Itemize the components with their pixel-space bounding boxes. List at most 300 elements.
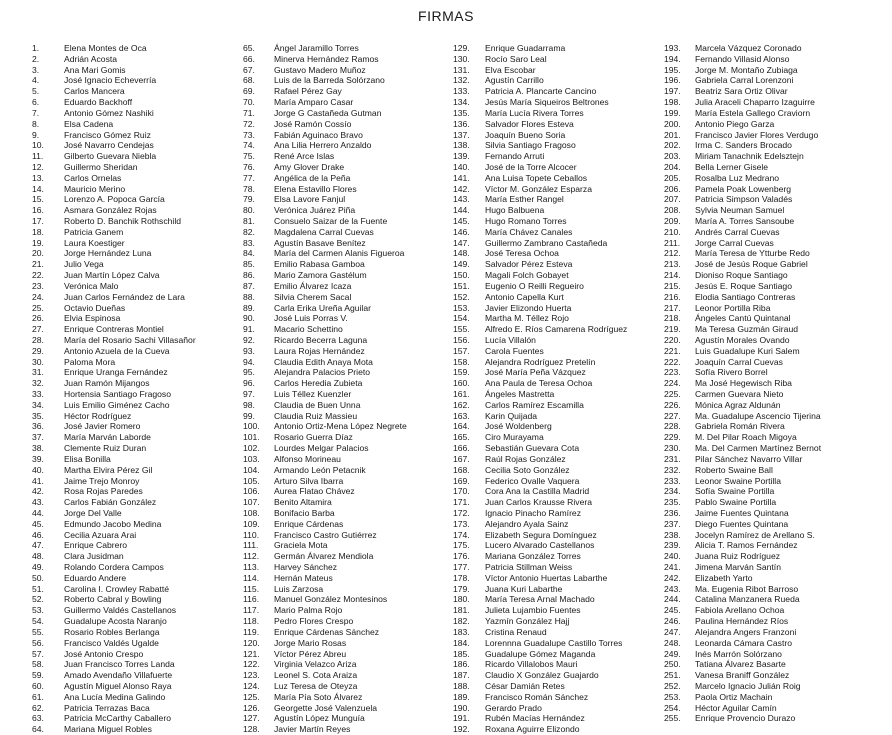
signature-number: 251. xyxy=(664,670,681,681)
signature-number: 124. xyxy=(243,680,260,691)
signature-number: 201. xyxy=(664,129,681,140)
signature-name: César Damián Retes xyxy=(485,680,565,691)
signature-name: Ángel Jaramillo Torres xyxy=(274,43,359,53)
signature-name: Diego Fuentes Quintana xyxy=(695,518,789,529)
signature-name: María Marván Laborde xyxy=(64,432,151,443)
signature-number: 159. xyxy=(453,367,470,378)
signature-number: 223. xyxy=(664,367,681,378)
signature-number: 210. xyxy=(664,226,681,237)
signature-number: 42. xyxy=(32,486,44,497)
signature-number: 102. xyxy=(243,443,260,454)
signature-name: Enrique Guadarrama xyxy=(485,43,566,53)
signature-number: 185. xyxy=(453,648,470,659)
signature-name: Ricardo Becerra Laguna xyxy=(274,334,368,345)
signature-number: 180. xyxy=(453,594,470,605)
signature-name: Gabriela Román Rivera xyxy=(695,421,785,432)
signature-number: 153. xyxy=(453,302,470,313)
signature-number: 182. xyxy=(453,616,470,627)
signature-number: 211. xyxy=(664,237,681,248)
signature-name: Gilberto Guevara Niebla xyxy=(64,151,157,162)
signature-name: Lourdes Melgar Palacios xyxy=(274,443,369,454)
signature-name: Antonio Capella Kurt xyxy=(485,291,564,302)
signature-name: Enrique Cabrero xyxy=(64,540,128,551)
signature-number: 170. xyxy=(453,486,470,497)
signature-number: 205. xyxy=(664,172,681,183)
signature-number: 147. xyxy=(453,237,470,248)
signature-name: Víctor Pérez Abreu xyxy=(274,648,347,659)
signature-name: Francisco Javier Flores Verdugo xyxy=(695,129,819,140)
signature-name: María del Carmen Alanis Figueroa xyxy=(274,248,405,259)
signature-name: Antonio Azuela de la Cueva xyxy=(64,345,170,356)
signature-number: 137. xyxy=(453,129,470,140)
signature-number: 230. xyxy=(664,443,681,454)
signature-name: Ana Paula de Teresa Ochoa xyxy=(485,378,593,389)
signature-number: 118. xyxy=(243,616,260,627)
signature-number: 95. xyxy=(243,367,255,378)
signature-number: 105. xyxy=(243,475,260,486)
signature-number: 238. xyxy=(664,529,681,540)
signature-name: Bonifacio Barba xyxy=(274,507,335,518)
signature-name: Gustavo Madero Muñoz xyxy=(274,64,366,75)
signature-name: Ma. Del Carmen Martínez Bernot xyxy=(695,443,822,454)
signature-number: 79. xyxy=(243,194,255,205)
signature-name: Ignacio Pinacho Ramírez xyxy=(485,507,582,518)
signature-number: 141. xyxy=(453,172,470,183)
signature-name: Ricardo Villalobos Mauri xyxy=(485,659,578,670)
signature-number: 149. xyxy=(453,259,470,270)
signature-name: Jaime Fuentes Quintana xyxy=(695,507,789,518)
signature-name: Mariana Miguel Robles xyxy=(64,724,152,735)
signature-number: 188. xyxy=(453,680,470,691)
signature-name: Silvia Cherem Sacal xyxy=(274,291,352,302)
signature-number: 132. xyxy=(453,75,470,86)
signature-number: 89. xyxy=(243,302,255,313)
signature-name: Jesús E. Roque Santiago xyxy=(695,280,792,291)
signature-number: 237. xyxy=(664,518,681,529)
signature-number: 152. xyxy=(453,291,470,302)
signature-name: José María Peña Vázquez xyxy=(485,367,586,378)
signature-name: Jorge Hernández Luna xyxy=(64,248,152,259)
signature-number: 75. xyxy=(243,151,255,162)
signature-number: 32. xyxy=(32,378,44,389)
signature-number: 231. xyxy=(664,453,681,464)
signature-number: 1. xyxy=(32,43,40,53)
signature-number: 160. xyxy=(453,378,470,389)
signature-name: Carlos Heredia Zubieta xyxy=(274,378,363,389)
signature-name: María Chávez Canales xyxy=(485,226,573,237)
signature-name: Javier Martín Reyes xyxy=(274,724,351,735)
signature-number: 101. xyxy=(243,432,260,443)
signature-number: 193. xyxy=(664,43,681,53)
signature-number: 96. xyxy=(243,378,255,389)
signature-name: Alicia T. Ramos Fernández xyxy=(695,540,798,551)
signature-number: 179. xyxy=(453,583,470,594)
signature-number: 54. xyxy=(32,616,44,627)
signature-number: 236. xyxy=(664,507,681,518)
signature-number: 186. xyxy=(453,659,470,670)
signature-number: 77. xyxy=(243,172,255,183)
signature-name: Rosario Guerra Díaz xyxy=(274,432,353,443)
signature-number: 164. xyxy=(453,421,470,432)
signature-number: 83. xyxy=(243,237,255,248)
signature-name: Patricia A. Plancarte Cancino xyxy=(485,86,597,97)
signature-number: 216. xyxy=(664,291,681,302)
signature-name: Gabriela Carral Lorenzoni xyxy=(695,75,794,86)
signature-number: 93. xyxy=(243,345,255,356)
signature-name: Claudia de Buen Unna xyxy=(274,399,361,410)
signature-name: Rosalba Luz Medrano xyxy=(695,172,780,183)
signature-number: 44. xyxy=(32,507,44,518)
signature-number: 189. xyxy=(453,691,470,702)
signature-number: 4. xyxy=(32,75,40,86)
signature-number: 63. xyxy=(32,713,44,724)
signature-name: Juan Carlos Krausse Rivera xyxy=(485,497,592,508)
signature-number: 196. xyxy=(664,75,681,86)
signature-name: Asmara González Rojas xyxy=(64,205,157,216)
signature-number: 171. xyxy=(453,497,470,508)
signature-name: José de Jesús Roque Gabriel xyxy=(695,259,808,270)
signature-number: 70. xyxy=(243,97,255,108)
signature-name: Beatriz Sara Ortiz Olivar xyxy=(695,86,788,97)
signature-number: 215. xyxy=(664,280,681,291)
signature-name: Agustín López Munguía xyxy=(274,713,365,724)
signature-number: 228. xyxy=(664,421,681,432)
signature-name: Patricia Ganem xyxy=(64,226,124,237)
signature-name: Alejandra Angers Franzoni xyxy=(695,626,797,637)
signature-name: Emilio Álvarez Icaza xyxy=(274,280,352,291)
signature-number: 92. xyxy=(243,334,255,345)
signature-name: Catalina Manzanera Rueda xyxy=(695,594,800,605)
signature-number: 81. xyxy=(243,216,255,226)
signature-name: Guillermo Sheridan xyxy=(64,161,138,172)
signature-number: 142. xyxy=(453,183,470,194)
signature-name: Patricia Terrazas Baca xyxy=(64,702,150,713)
signature-number: 9. xyxy=(32,129,40,140)
signature-number: 38. xyxy=(32,443,44,454)
signature-name: Fabián Aguinaco Bravo xyxy=(274,129,363,140)
signature-number: 15. xyxy=(32,194,44,205)
signature-name: Adrián Acosta xyxy=(64,53,118,64)
signature-number: 157. xyxy=(453,345,470,356)
signature-name: Harvey Sánchez xyxy=(274,562,338,572)
signature-number: 254. xyxy=(664,702,681,713)
signature-name: Elizabeth Yarto xyxy=(695,572,753,583)
signature-number: 12. xyxy=(32,161,44,172)
signature-name: Vanesa Braniff González xyxy=(695,670,790,681)
signature-number: 139. xyxy=(453,151,470,162)
signature-number: 25. xyxy=(32,302,44,313)
signature-number: 181. xyxy=(453,605,470,616)
signature-name: Clemente Ruiz Duran xyxy=(64,443,147,454)
signature-number: 98. xyxy=(243,399,255,410)
signature-number: 111. xyxy=(243,540,259,551)
signature-name: Luis de la Barreda Solórzano xyxy=(274,75,385,86)
signature-name: Inés Marrón Solórzano xyxy=(695,648,782,659)
signature-number: 53. xyxy=(32,605,44,616)
signature-name: Mario Palma Rojo xyxy=(274,605,343,616)
signature-number: 131. xyxy=(453,64,470,75)
signature-number: 130. xyxy=(453,53,470,64)
signature-name: Jocelyn Ramírez de Arellano S. xyxy=(695,529,815,540)
signature-name: José Luis Porras V. xyxy=(274,313,348,324)
signature-number: 247. xyxy=(664,626,681,637)
signature-name: Agustín Morales Ovando xyxy=(695,334,790,345)
signature-name: Carolina I. Crowley Rabatté xyxy=(64,583,170,594)
signature-number: 146. xyxy=(453,226,470,237)
signature-name: Ángeles Mastretta xyxy=(485,389,555,399)
signature-number: 8. xyxy=(32,118,40,129)
signature-name: Patricia McCarthy Caballero xyxy=(64,713,171,724)
signature-name: Leonor Portilla Riba xyxy=(695,302,771,313)
signature-name: Enrique Uranga Fernández xyxy=(64,367,168,378)
signature-name: Ma. Guadalupe Ascencio Tijerina xyxy=(695,410,821,421)
signature-number: 202. xyxy=(664,140,681,151)
signature-number: 163. xyxy=(453,410,470,421)
signature-name: Elisa Bonilla xyxy=(64,453,111,464)
signature-name: Arturo Silva Ibarra xyxy=(274,475,344,486)
signature-name: María Esther Rangel xyxy=(485,194,564,205)
signature-number: 145. xyxy=(453,216,470,226)
signature-number: 36. xyxy=(32,421,44,432)
signature-name: Elodia Santiago Contreras xyxy=(695,291,796,302)
signature-name: Héctor Aguilar Camín xyxy=(695,702,777,713)
signature-name: Joaquín Bueno Soria xyxy=(485,129,566,140)
signature-number: 206. xyxy=(664,183,681,194)
signature-number: 65. xyxy=(243,43,255,53)
signature-name: Alejandra Palacios Prieto xyxy=(274,367,371,378)
signature-name: Armando León Petacnik xyxy=(274,464,366,475)
signature-name: Elena Montes de Oca xyxy=(64,43,147,53)
signature-name: María Estela Gallego Craviorn xyxy=(695,107,811,118)
signature-number: 47. xyxy=(32,540,44,551)
signature-name: Luis Téllez Kuenzler xyxy=(274,389,352,399)
signature-name: Minerva Hernández Ramos xyxy=(274,53,379,64)
signature-number: 104. xyxy=(243,464,260,475)
signature-name: Laura Koestiger xyxy=(64,237,125,248)
signature-number: 128. xyxy=(243,724,260,735)
signature-number: 167. xyxy=(453,453,470,464)
signature-number: 22. xyxy=(32,270,44,281)
signature-name: Amado Avendaño Villafuerte xyxy=(64,670,173,681)
signature-name: Bella Lerner Gisele xyxy=(695,161,769,172)
signature-number: 219. xyxy=(664,324,681,335)
signature-name: Alfonso Morineau xyxy=(274,453,341,464)
signature-number: 156. xyxy=(453,334,470,345)
signature-name: Fernando Villasid Alonso xyxy=(695,53,790,64)
signature-name: Francisco Castro Gutiérrez xyxy=(274,529,377,540)
signature-name: Héctor Rodríguez xyxy=(64,410,132,421)
signature-name: Magali Folch Gobayet xyxy=(485,270,569,281)
signature-number: 94. xyxy=(243,356,255,367)
signature-name: Claudia Edith Anaya Mota xyxy=(274,356,373,367)
signature-number: 133. xyxy=(453,86,470,97)
signature-number: 49. xyxy=(32,562,44,572)
signature-number: 52. xyxy=(32,594,44,605)
signature-name: Jimena Marván Santín xyxy=(695,562,781,572)
signature-number: 6. xyxy=(32,97,40,108)
signature-name: Mónica Agraz Aldunán xyxy=(695,399,781,410)
signature-number: 246. xyxy=(664,616,681,627)
signature-name: Germán Álvarez Mendiola xyxy=(274,551,374,562)
signature-name: Ma José Hegewisch Riba xyxy=(695,378,792,389)
signature-number: 151. xyxy=(453,280,470,291)
signature-number: 35. xyxy=(32,410,44,421)
signature-name: Patricia Stillman Weiss xyxy=(485,562,573,572)
signature-name: Yazmín González Hajj xyxy=(485,616,570,627)
signature-number: 45. xyxy=(32,518,44,529)
signature-number: 166. xyxy=(453,443,470,454)
signature-number: 7. xyxy=(32,107,40,118)
signature-name: José Ramón Cossío xyxy=(274,118,352,129)
signature-name: Roxana Aguirre Elizondo xyxy=(485,724,580,735)
signature-name: Julio Vega xyxy=(64,259,104,270)
signature-name: Antonio Piego Garza xyxy=(695,118,775,129)
signature-name: Agustín Basave Benítez xyxy=(274,237,366,248)
signature-number: 155. xyxy=(453,324,470,335)
signature-name: Alejandra Rodríguez Pretelín xyxy=(485,356,596,367)
signature-name: José Javier Romero xyxy=(64,421,141,432)
signature-name: Luz Teresa de Oteyza xyxy=(274,680,358,691)
signature-name: Miriam Tanachnik Edelsztejn xyxy=(695,151,804,162)
signature-name: Silvia Santiago Fragoso xyxy=(485,140,576,151)
signature-number: 10. xyxy=(32,140,44,151)
signature-name: Graciela Mota xyxy=(274,540,328,551)
signature-name: Juan Martín López Calva xyxy=(64,270,160,281)
signature-name: Hugo Romano Torres xyxy=(485,216,567,226)
signature-name: Carlos Fabián González xyxy=(64,497,157,508)
signature-number: 127. xyxy=(243,713,260,724)
signature-name: Roberto Swaine Ball xyxy=(695,464,773,475)
signature-number: 244. xyxy=(664,594,681,605)
signature-name: Eduardo Andere xyxy=(64,572,127,583)
signature-number: 253. xyxy=(664,691,681,702)
signature-name: Pamela Poak Lowenberg xyxy=(695,183,792,194)
signature-number: 235. xyxy=(664,497,681,508)
signature-name: Mario Zamora Gastélum xyxy=(274,270,367,281)
signature-name: Pilar Sánchez Navarro Villar xyxy=(695,453,803,464)
signature-name: Sofía Rivero Borrel xyxy=(695,367,768,378)
signature-number: 248. xyxy=(664,637,681,648)
signature-name: René Arce Islas xyxy=(274,151,335,162)
signature-name: Guadalupe Gómez Maganda xyxy=(485,648,596,659)
signature-number: 30. xyxy=(32,356,44,367)
signature-name: Jesús María Siqueiros Beltrones xyxy=(485,97,609,108)
signature-name: Cecilia Azuara Arai xyxy=(64,529,137,540)
signature-name: Hernán Mateus xyxy=(274,572,333,583)
signature-number: 3. xyxy=(32,64,40,75)
signature-name: Javier Elizondo Huerta xyxy=(485,302,572,313)
signature-name: Lucero Alvarado Castellanos xyxy=(485,540,595,551)
signature-name: Joaquín Carral Cuevas xyxy=(695,356,783,367)
signature-number: 148. xyxy=(453,248,470,259)
signature-name: Carlos Ramírez Escamilla xyxy=(485,399,584,410)
signature-name: Roberto Cabral y Bowling xyxy=(64,594,162,605)
signature-name: Federico Ovalle Vaquera xyxy=(485,475,580,486)
signature-number: 64. xyxy=(32,724,44,735)
signature-number: 26. xyxy=(32,313,44,324)
signature-number: 69. xyxy=(243,86,255,97)
signature-name: Tatiana Álvarez Basarte xyxy=(695,659,786,670)
signature-number: 135. xyxy=(453,107,470,118)
signature-number: 119. xyxy=(243,626,260,637)
signature-number: 175. xyxy=(453,540,470,551)
signature-number: 250. xyxy=(664,659,681,670)
signature-name: Víctor Antonio Huertas Labarthe xyxy=(485,572,608,583)
signature-number: 24. xyxy=(32,291,44,302)
signature-name: Ana Luisa Topete Ceballos xyxy=(485,172,588,183)
signature-number: 88. xyxy=(243,291,255,302)
signature-number: 208. xyxy=(664,205,681,216)
signature-number: 172. xyxy=(453,507,470,518)
signature-name: Mariana González Torres xyxy=(485,551,581,562)
signature-name: José Woldenberg xyxy=(485,421,552,432)
signature-name: María A. Torres Sansoube xyxy=(695,216,795,226)
signature-number: 39. xyxy=(32,453,44,464)
signature-name: Sylvia Neuman Samuel xyxy=(695,205,785,216)
signature-number: 126. xyxy=(243,702,260,713)
signature-number: 191. xyxy=(453,713,470,724)
signature-name: Paulina Hernández Ríos xyxy=(695,616,789,627)
signature-name: Sofía Swaine Portilla xyxy=(695,486,775,497)
signature-number: 51. xyxy=(32,583,44,594)
signature-name: Enrique Contreras Montiel xyxy=(64,324,164,335)
signature-name: Amy Glover Drake xyxy=(274,161,345,172)
signature-name: Francisco Román Sánchez xyxy=(485,691,589,702)
signature-name: Alfredo E. Ríos Camarena Rodríguez xyxy=(485,324,628,335)
signature-number: 19. xyxy=(32,237,44,248)
signature-number: 214. xyxy=(664,270,681,281)
signature-number: 125. xyxy=(243,691,260,702)
signature-name: Luis Emilio Giménez Cacho xyxy=(64,399,170,410)
signature-name: Rosa Rojas Paredes xyxy=(64,486,143,497)
signature-name: Macario Schettino xyxy=(274,324,343,335)
signature-name: Leonel S. Cota Araiza xyxy=(274,670,358,681)
signature-name: Francisco Gómez Ruiz xyxy=(64,129,151,140)
signature-number: 229. xyxy=(664,432,681,443)
signature-name: M. Del Pilar Roach Migoya xyxy=(695,432,797,443)
signature-number: 197. xyxy=(664,86,681,97)
signature-number: 212. xyxy=(664,248,681,259)
signature-number: 34. xyxy=(32,399,44,410)
signature-number: 71. xyxy=(243,107,255,118)
signature-number: 243. xyxy=(664,583,681,594)
signature-number: 41. xyxy=(32,475,44,486)
signature-number: 68. xyxy=(243,75,255,86)
signature-number: 114. xyxy=(243,572,260,583)
signature-number: 233. xyxy=(664,475,681,486)
signature-name: Jorge Carral Cuevas xyxy=(695,237,774,248)
signature-number: 85. xyxy=(243,259,255,270)
signature-name: Jorge M. Montaño Zubiaga xyxy=(695,64,798,75)
signature-number: 91. xyxy=(243,324,255,335)
signature-number: 90. xyxy=(243,313,255,324)
signature-name: Salvador Flores Esteva xyxy=(485,118,574,129)
signature-name: Eugenio O Reilli Regueiro xyxy=(485,280,584,291)
signature-number: 87. xyxy=(243,280,255,291)
signature-number: 80. xyxy=(243,205,255,216)
signature-name: María del Rosario Sachi Villasañor xyxy=(64,334,196,345)
signature-name: Magdalena Carral Cuevas xyxy=(274,226,374,237)
signature-number: 74. xyxy=(243,140,255,151)
signature-name: Cecilia Soto González xyxy=(485,464,570,475)
signature-number: 76. xyxy=(243,161,255,172)
signature-number: 23. xyxy=(32,280,44,291)
signature-number: 242. xyxy=(664,572,681,583)
signature-name: Cora Ana la Castilla Madrid xyxy=(485,486,590,497)
signature-name: Octavio Dueñas xyxy=(64,302,126,313)
signature-name: Cristina Renaud xyxy=(485,626,547,637)
signature-name: Agustín Carrillo xyxy=(485,75,544,86)
